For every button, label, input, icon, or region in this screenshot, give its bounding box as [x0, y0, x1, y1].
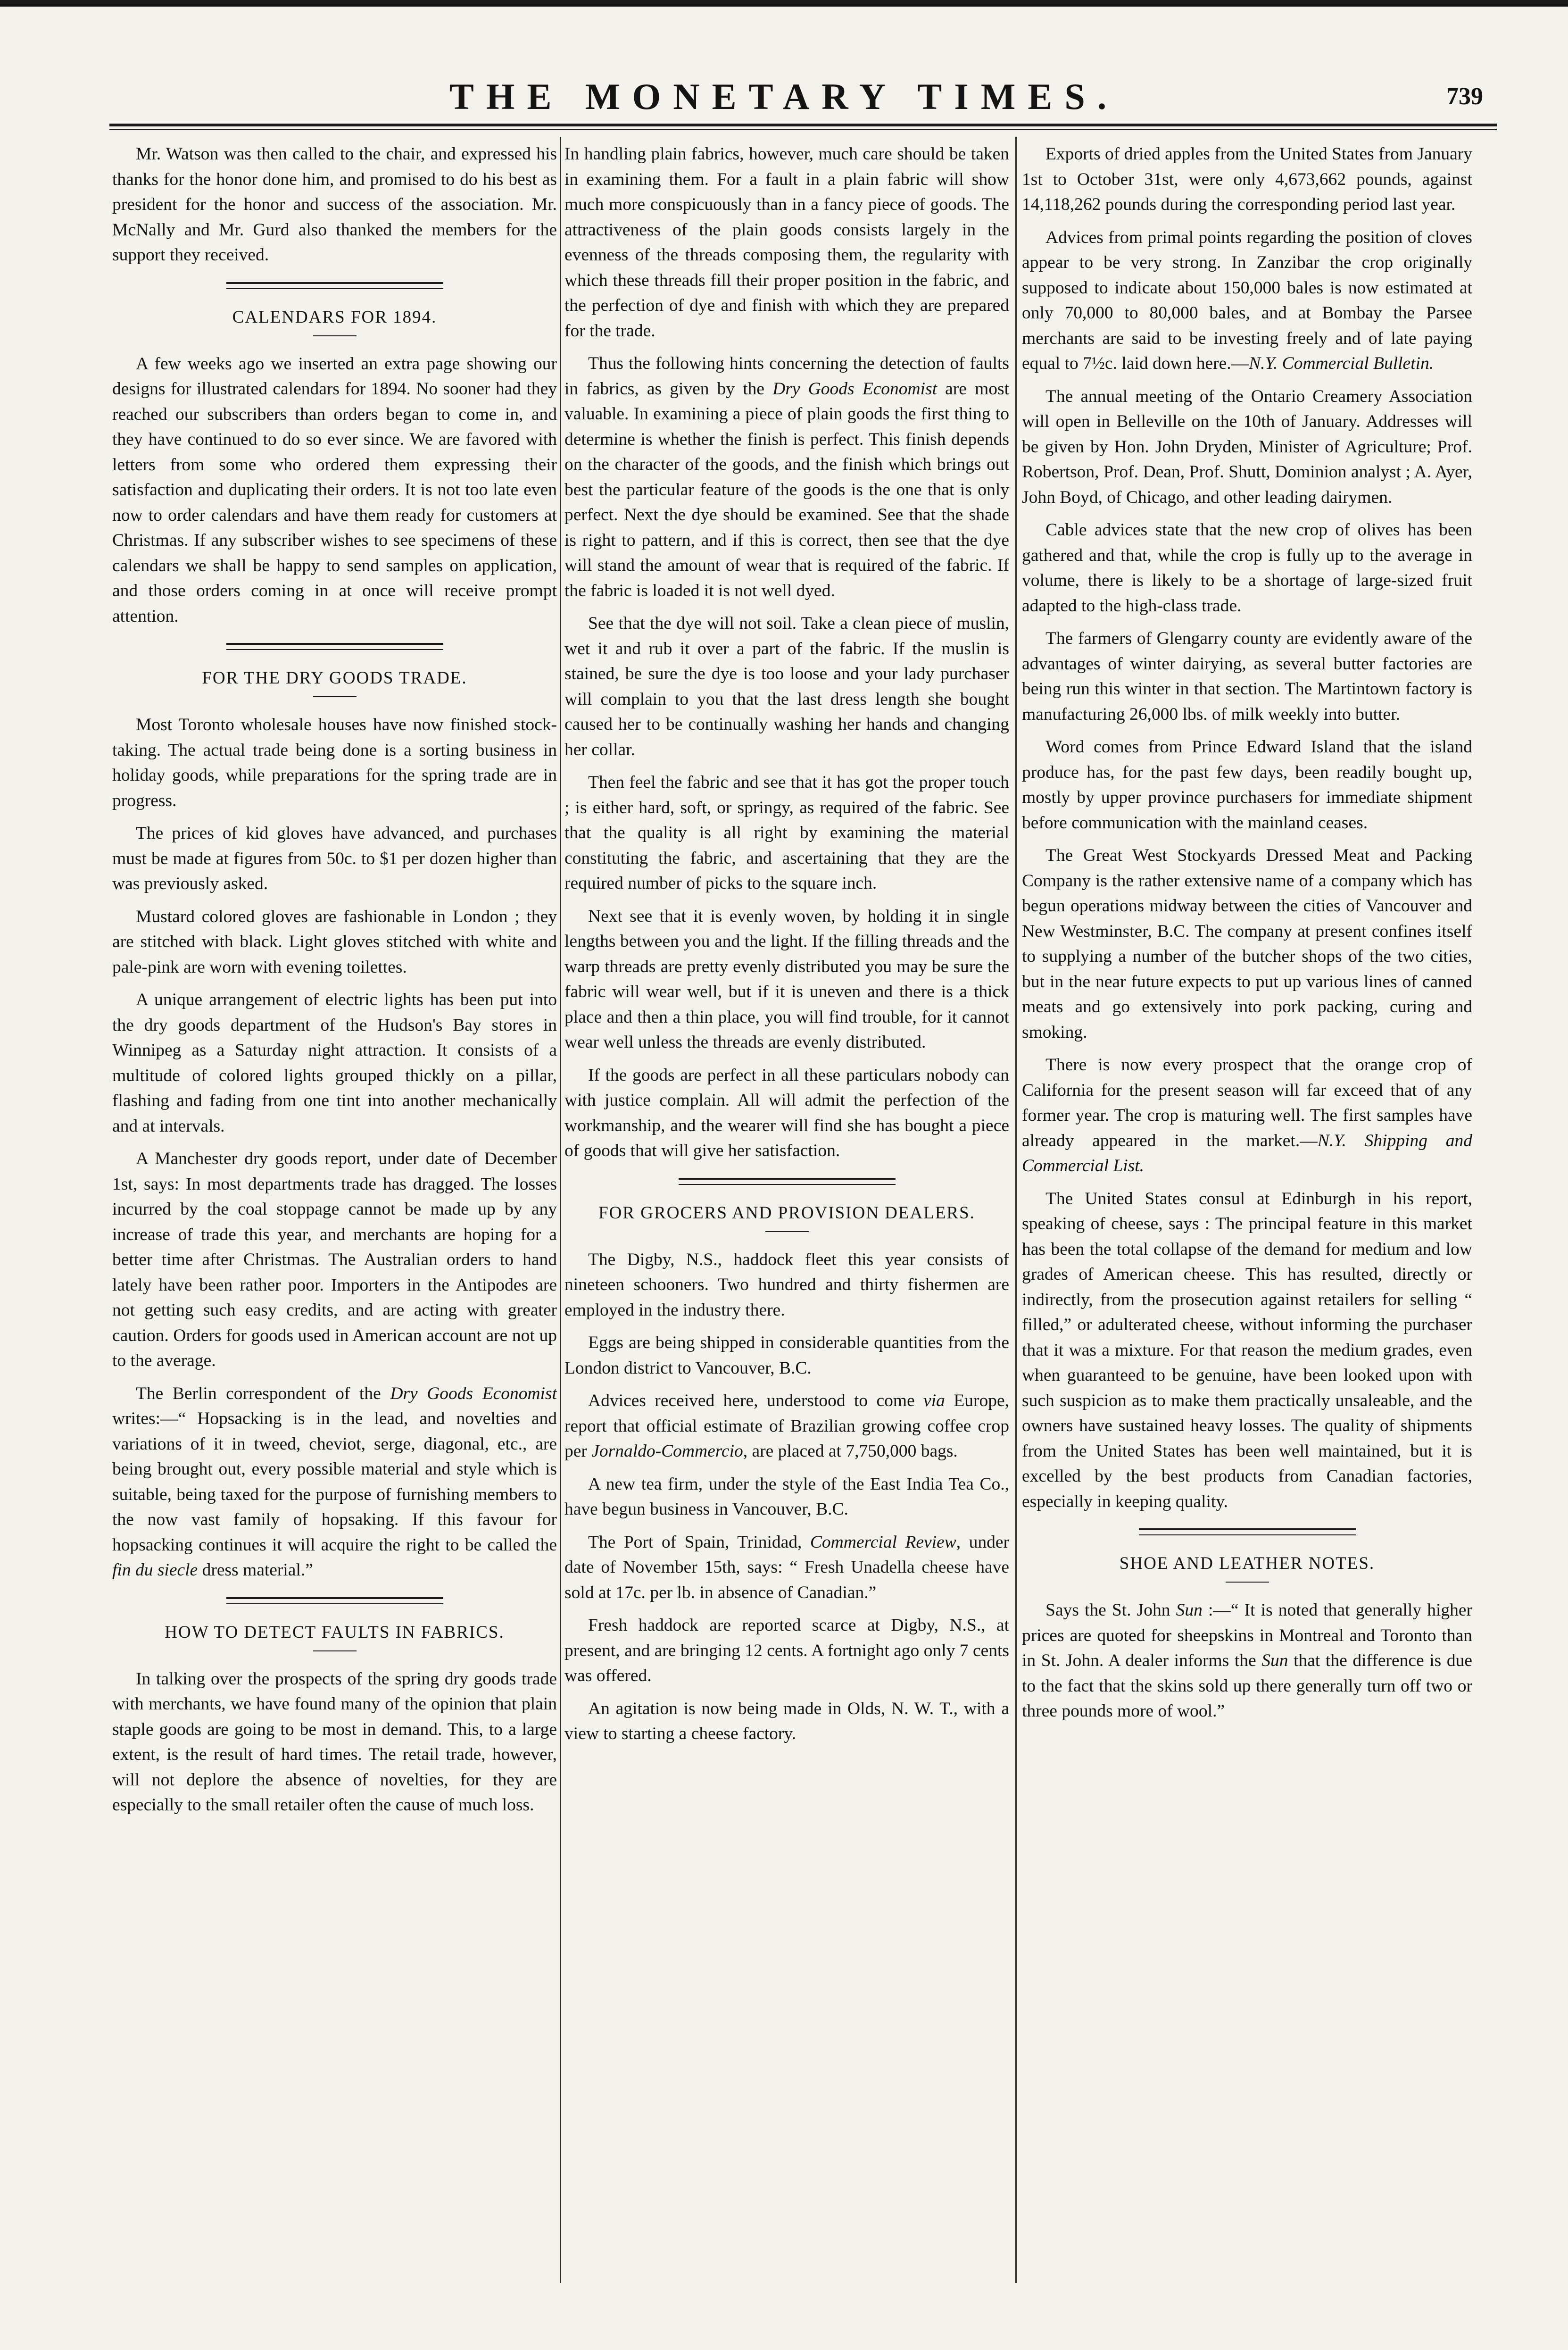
heading-rule — [765, 1231, 809, 1232]
article-paragraph: Thus the following hints concerning the detection of faults in fabrics, as given by the Dry Goods Economist are most valuable. In examining a piece of plain goods the first thing to determine is whether the finish is perfect. This finish depends on the character of the goods, and the finish which brings out best the particular feature of the goods is the one that is only perfect. Next the dye should be examined. See that the shade is right to pattern, and if this is correct, then see that the dye will stand the amount of wear that is required of the fabric. If the fabric is loaded it is not well dyed. — [564, 354, 1009, 600]
article-paragraph: Exports of dried apples from the United States from January 1st to October 31st, were only 4,673,662 pounds, against 14,118,262 pounds during the corresponding period last year. — [1022, 144, 1472, 214]
article-paragraph: A unique arrangement of electric lights has been put into the dry goods department of the Hudson's Bay stores in Winnipeg as a Saturday night attraction. It consists of a multitude of colored lights grouped thickly on a pillar, flashing and fading from one tint into another mechanically and at intervals. — [112, 990, 557, 1136]
article-paragraph: The Digby, N.S., haddock fleet this year consists of nineteen schooners. Two hundred and thirty fishermen are employed in the industry there. — [564, 1250, 1009, 1320]
article-paragraph: Fresh haddock are reported scarce at Digby, N.S., at present, and are bringing 12 cents. A fortnight ago only 7 cents was offered. — [564, 1616, 1009, 1685]
article-paragraph: The farmers of Glengarry county are evidently aware of the advantages of winter dairying, as several butter factories are being run this winter in that section. The Martintown factory is manufacturing 26,000 lbs. of milk weekly into butter. — [1022, 629, 1472, 724]
heading-rule — [313, 696, 357, 697]
section-heading-grocers: FOR GROCERS AND PROVISION DEALERS. — [598, 1203, 975, 1223]
article-paragraph: Then feel the fabric and see that it has got the proper touch ; is either hard, soft, or springy, as required of the fabric. See that the quality is all right by examining the material constituting the fabric, and ascertaining that they are the required number of picks to the square inch. — [564, 773, 1009, 893]
heading-rule — [313, 335, 357, 336]
masthead-rule — [109, 124, 1497, 130]
column-2 — [564, 142, 1009, 2311]
article-paragraph: A Manchester dry goods report, under date of December 1st, says: In most departments trade has dragged. The losses incurred by the coal stoppage cannot be made up by any increase of trade this year, and merchants are hoping for a better time after Christmas. The Australian orders to hand lately have been rather poor. Importers in the Antipodes are not getting such easy credits, and are acting with greater caution. Orders for goods used in American account are not up to the average. — [112, 1149, 557, 1370]
article-paragraph: The United States consul at Edinburgh in his report, speaking of cheese, says : The principal feature in this market has been the total collapse of the demand for medium and low grades of American cheese. This has resulted, directly or indirectly, from the prosecution against retailers for selling “ filled,” or adulterated cheese, without informing the purchaser that it was a mixture. For that reason the medium grades, even when guaranteed to be genuine, have been looked upon with such suspicion as to make them practically unsaleable, and the owners have sustained heavy losses. The quality of shipments from the United States has been well maintained, but it is excelled by the best products from Canadian factories, especially in keeping quality. — [1022, 1189, 1472, 1511]
section-separator — [112, 282, 557, 289]
article-paragraph: There is now every prospect that the orange crop of California for the present season will far exceed that of any former year. The crop is maturing well. The first samples have already appeared in the market.—N.Y. Shipping and Commercial List. — [1022, 1055, 1472, 1175]
article-paragraph: The Berlin correspondent of the Dry Goods Economist writes:—“ Hopsacking is in the lead, and novelties and variations of it in tweed, cheviot, serge, diagonal, etc., are being brought out, every possible material and style which is suitable, being taxed for the purpose of furnishing members to the now vast family of hopsaking. If this favour for hopsacking continues it will acquire the right to be called the fin du siecle dress material.” — [112, 1383, 557, 1580]
publication-title: THE MONETARY TIMES. — [449, 76, 1119, 117]
masthead — [0, 71, 1568, 123]
article-paragraph: Mr. Watson was then called to the chair, and expressed his thanks for the honor done him, and promised to do his best as president for the honor and success of the association. Mr. McNally and Mr. Gurd also thanked the members for the support they received. — [112, 144, 557, 265]
article-paragraph: Cable advices state that the new crop of olives has been gathered and that, while the crop is fully up to the average in volume, there is likely to be a shortage of large-sized fruit adapted to the high-class trade. — [1022, 520, 1472, 616]
article-paragraph: Next see that it is evenly woven, by holding it in single lengths between you and the light. If the filling threads and the warp threads are pretty evenly distributed you may be sure the fabric will wear well, but if it is uneven and there is a thick place and then a thin place, you will find trouble, for it cannot wear well unless the threads are evenly distributed. — [564, 906, 1009, 1052]
article-paragraph: Advices received here, understood to come via Europe, report that official estimate of Brazilian growing coffee crop per Jornaldo-Commercio, are placed at 7,750,000 bags. — [564, 1391, 1009, 1461]
section-separator — [1022, 1528, 1472, 1535]
section-heading-dry-goods: FOR THE DRY GOODS TRADE. — [202, 668, 467, 688]
article-paragraph: Eggs are being shipped in considerable quantities from the London district to Vancouver, B.C. — [564, 1333, 1009, 1378]
article-paragraph: Advices from primal points regarding the position of cloves appear to be very strong. In Zanzibar the crop originally supposed to indicate about 150,000 bales is now estimated at only 70,000 to 80,000 bales, and at Bombay the Parsee merchants are said to be investing freely and of late paying equal to 7½c. laid down here.—N.Y. Commercial Bulletin. — [1022, 227, 1472, 373]
article-paragraph: The prices of kid gloves have advanced, and purchases must be made at figures from 50c. to $1 per dozen higher than was previously asked. — [112, 824, 557, 893]
article-paragraph: Word comes from Prince Edward Island that the island produce has, for the past few days, been readily bought up, mostly by upper province purchasers for immediate shipment before communication with the mainland ceases. — [1022, 737, 1472, 833]
section-heading-shoe-leather: SHOE AND LEATHER NOTES. — [1119, 1554, 1375, 1573]
column-divider — [560, 137, 561, 2283]
article-paragraph: Says the St. John Sun :—“ It is noted that generally higher prices are quoted for sheepskins in Montreal and Toronto than in St. John. A dealer informs the Sun that the difference is due to the fact that the skins sold up there generally turn off two or three pounds more of wool.” — [1022, 1600, 1472, 1721]
heading-rule — [313, 1650, 357, 1651]
column-divider — [1015, 137, 1017, 2283]
article-paragraph: In talking over the prospects of the spring dry goods trade with merchants, we have found many of the opinion that plain staple goods are going to be most in demand. This, to a large extent, is the result of hard times. The retail trade, however, will not deplore the absence of novelties, for they are especially to the small retailer often the cause of much loss. — [112, 1669, 557, 1815]
article-paragraph: See that the dye will not soil. Take a clean piece of muslin, wet it and rub it over a part of the fabric. If the muslin is stained, be sure the dye is too loose and your lady purchaser will complain to you that the last dress length she bought caused her to be continually washing her hands and changing her collar. — [564, 614, 1009, 759]
article-paragraph: In handling plain fabrics, however, much care should be taken in examining them. For a fault in a plain fabric will show much more conspicuously than in a fancy piece of goods. The attractiveness of the plain goods consists largely in the evenness of the threads composing them, the regularity with which these threads fill their proper position in the fabric, and the perfection of dye and finish with which they are prepared for the trade. — [564, 144, 1009, 341]
article-paragraph: A new tea firm, under the style of the East India Tea Co., have begun business in Vancouver, B.C. — [564, 1474, 1009, 1519]
heading-rule — [1226, 1582, 1269, 1583]
page-top-rule — [0, 0, 1568, 7]
section-heading-calendars: CALENDARS FOR 1894. — [232, 307, 437, 327]
article-paragraph: The annual meeting of the Ontario Creamery Association will open in Belleville on the 10th of January. Addresses will be given by Hon. John Dryden, Minister of Agriculture; Prof. Robertson, Prof. Dean, Prof. Shutt, Dominion analyst ; A. Ayer, John Boyd, of Chicago, and other leading dairymen. — [1022, 386, 1472, 507]
article-paragraph: The Port of Spain, Trinidad, Commercial Review, under date of November 15th, says: “ Fresh Unadella cheese have sold at 17c. per lb. in absence of Canadian.” — [564, 1532, 1009, 1602]
article-paragraph: Mustard colored gloves are fashionable in London ; they are stitched with black. Light gloves stitched with white and pale-pink are worn with evening toilettes. — [112, 907, 557, 977]
section-separator — [564, 1178, 1009, 1185]
page-number: 739 — [1446, 83, 1483, 110]
article-paragraph: Most Toronto wholesale houses have now finished stock-taking. The actual trade being done is a sorting business in holiday goods, while preparations for the spring trade are in progress. — [112, 715, 557, 810]
section-heading-faults: HOW TO DETECT FAULTS IN FABRICS. — [165, 1622, 505, 1642]
article-paragraph: The Great West Stockyards Dressed Meat and Packing Company is the rather extensive name of a company which has begun operations midway between the cities of Vancouver and New Westminster, B.C. The company at present confines itself to supplying a number of the butcher shops of the two cities, but in the near future expects to put up various lines of canned meats and go extensively into pork packing, curing and smoking. — [1022, 846, 1472, 1042]
column-3 — [1022, 142, 1472, 2311]
section-separator — [112, 1597, 557, 1604]
article-paragraph: A few weeks ago we inserted an extra page showing our designs for illustrated calendars for 1894. No sooner had they reached our subscribers than orders began to come in, and they have continued to do so ever since. We are favored with letters from some who ordered them expressing their satisfaction and duplicating their orders. It is not too late even now to order calendars and have them ready for customers at Christmas. If any subscriber wishes to see specimens of these calendars we shall be happy to send samples on application, and those orders coming in at once will receive prompt attention. — [112, 354, 557, 626]
article-paragraph: If the goods are perfect in all these particulars nobody can with justice complain. All will admit the perfection of the workmanship, and the wearer will find she has bought a piece of goods that will give her satisfaction. — [564, 1065, 1009, 1160]
section-separator — [112, 643, 557, 650]
article-paragraph: An agitation is now being made in Olds, N. W. T., with a view to starting a cheese factory. — [564, 1699, 1009, 1743]
column-1 — [112, 142, 557, 2311]
